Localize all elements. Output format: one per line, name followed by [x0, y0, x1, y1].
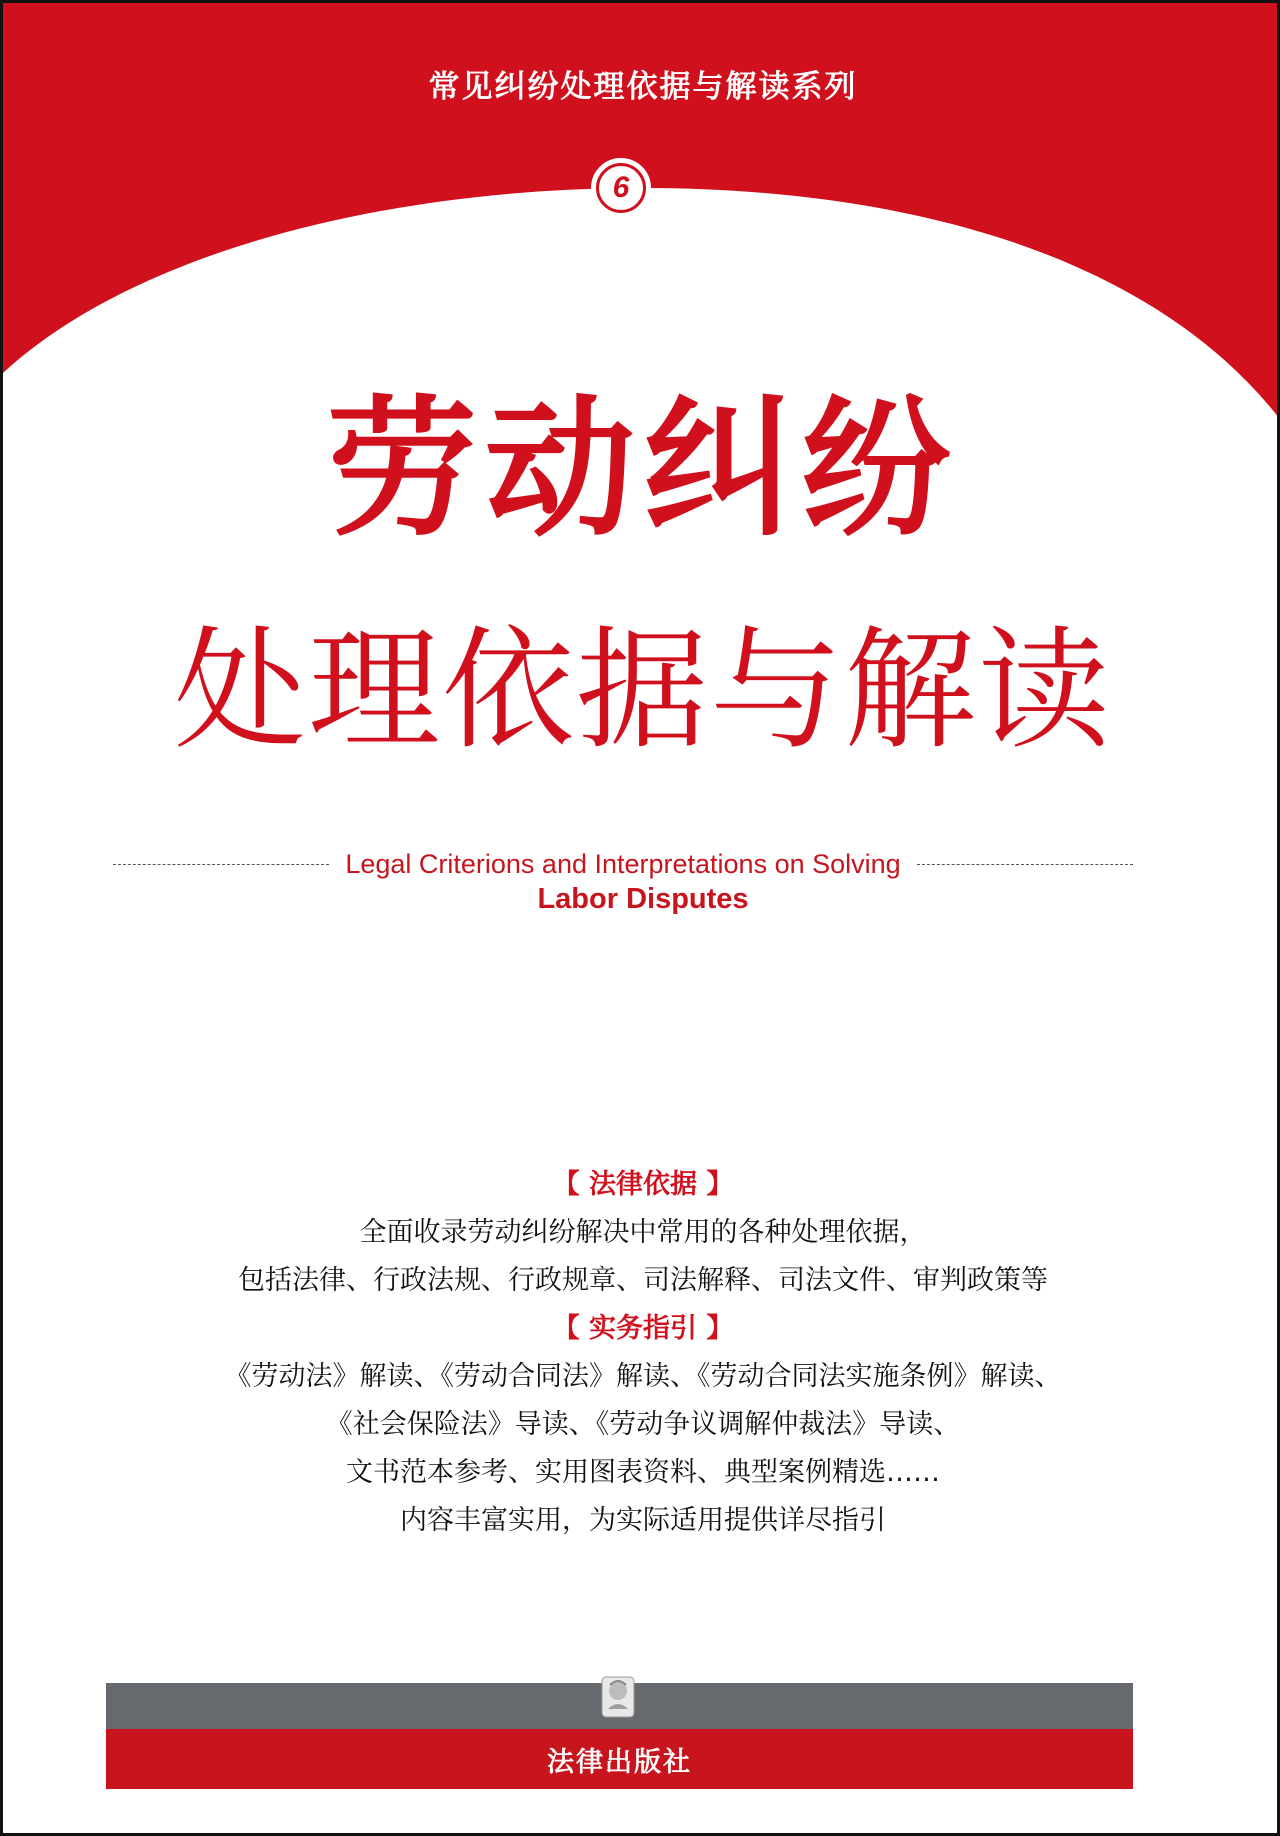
blurb-line: 内容丰富实用，为实际适用提供详尽指引 — [400, 1505, 886, 1536]
english-title-row — [113, 849, 1133, 880]
lion-emblem-icon — [600, 1675, 636, 1719]
blurb-line: 包括法律、行政法规、行政规章、司法解释、司法文件、审判政策等 — [238, 1265, 1048, 1296]
volume-number: 6 — [596, 163, 646, 213]
series-title: 常见纠纷处理依据与解读系列 — [428, 69, 858, 105]
section-heading-practice-guide: 【 实务指引 】 — [552, 1313, 734, 1344]
sub-title: 处理依据与解读 — [174, 614, 1112, 768]
divider-right — [917, 864, 1133, 865]
blurb — [3, 1161, 1280, 1545]
blurb-line: 《社会保险法》导读、《劳动争议调解仲裁法》导读、 — [325, 1409, 961, 1440]
volume-badge — [591, 158, 651, 218]
publisher-band-red — [106, 1729, 1133, 1789]
english-title-line1: Legal Criterions and Interpretations on Solving — [345, 849, 901, 879]
blurb-line: 《劳动法》解读、《劳动合同法》解读、《劳动合同法实施条例》解读、 — [224, 1361, 1062, 1392]
divider-left — [113, 864, 329, 865]
main-title: 劳动纠纷 — [326, 383, 959, 557]
blurb-line: 文书范本参考、实用图表资料、典型案例精选…… — [346, 1457, 940, 1488]
blurb-line: 全面收录劳动纠纷解决中常用的各种处理依据， — [359, 1217, 927, 1248]
section-heading-legal-basis: 【 法律依据 】 — [552, 1169, 734, 1200]
publisher-name: 法律出版社 — [547, 1746, 692, 1778]
english-title-line2: Labor Disputes — [537, 883, 749, 915]
